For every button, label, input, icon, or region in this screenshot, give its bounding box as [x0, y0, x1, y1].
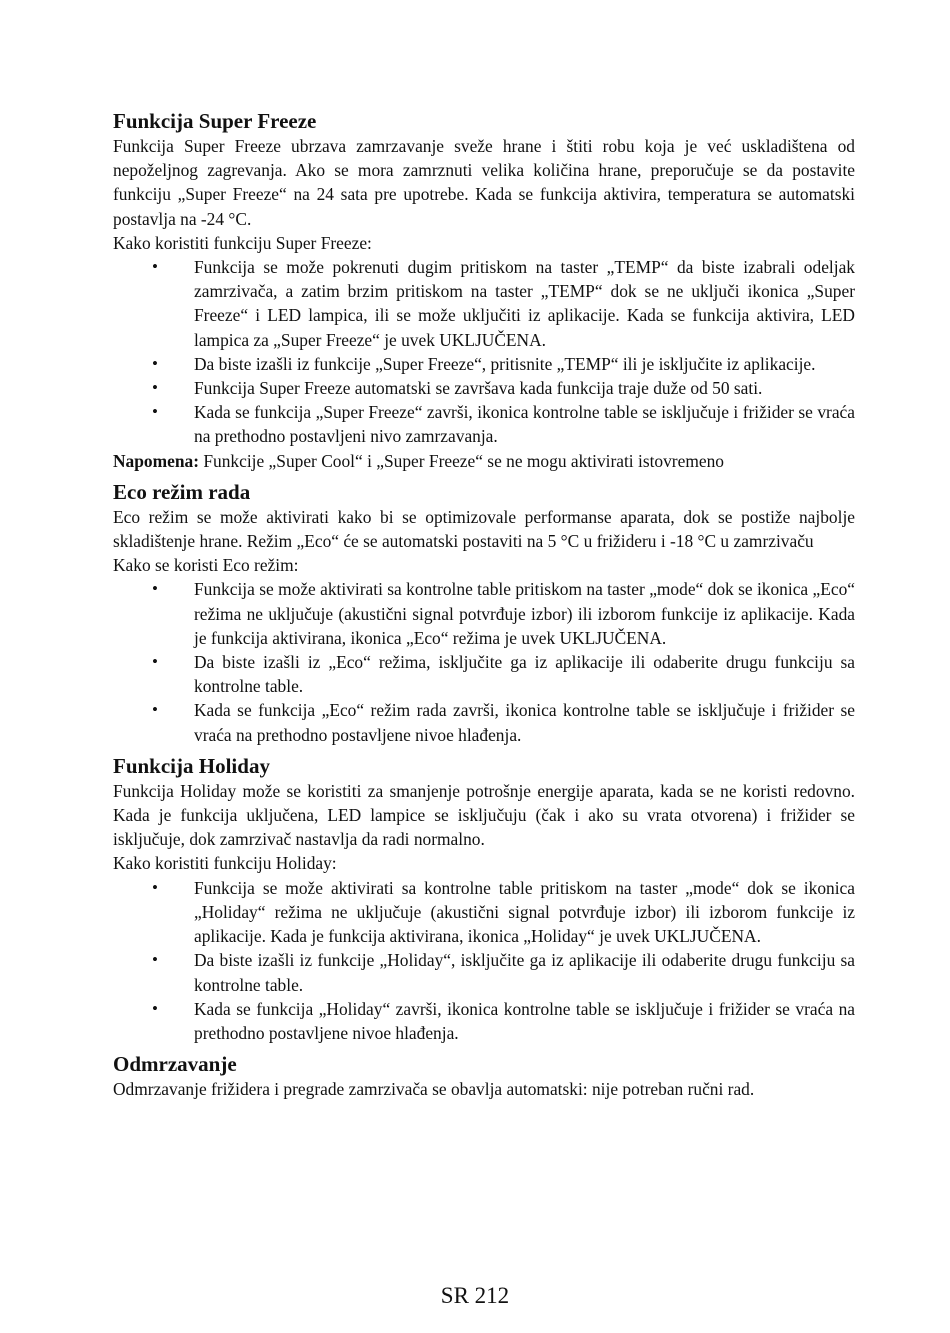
- section-intro: Odmrzavanje frižidera i pregrade zamrzivača se obavlja automatski: nije potreban ručni rad.: [113, 1079, 755, 1100]
- bullet-list: [113, 255, 855, 449]
- list-item: [113, 876, 855, 949]
- bullet-list: [113, 577, 855, 746]
- page-number: SR 212: [440, 1283, 510, 1308]
- note-text: Funkcije „Super Cool“ i „Super Freeze“ se ne mogu aktivirati istovremeno: [199, 450, 724, 471]
- bullet-icon: •: [152, 950, 158, 970]
- list-item: [113, 255, 855, 352]
- list-item: [113, 997, 855, 1045]
- bullet-icon: •: [152, 877, 158, 897]
- bullet-icon: •: [152, 998, 158, 1018]
- list-item-text: Funkcija se može aktivirati sa kontrolne table pritiskom na taster „mode“ dok se ikonica „Holiday“ režima ne uključuje (akustični signal potvrđuje izbor) ili izborom funkcije iz aplikacije. Kada je funkcija aktivirana, ikonica „Holiday“ je uvek UKLJUČENA.: [194, 877, 855, 947]
- note: [113, 449, 855, 473]
- list-item-text: Funkcija se može aktivirati sa kontrolne table pritiskom na taster „mode“ dok se ikonica „Eco“ režima ne uključuje (akustični signal potvrđuje izbor) ili izborom funkcije iz aplikacije. Kada je funkcija aktivirana, ikonica „Eco“ režima je uvek UKLJUČENA.: [194, 579, 855, 648]
- list-item: [113, 577, 855, 650]
- section-title: Funkcija Super Freeze: [113, 109, 317, 133]
- bullet-icon: •: [152, 579, 158, 599]
- list-item-text: Da biste izašli iz funkcije „Super Freeze“, pritisnite „TEMP“ ili je isključite iz aplikacije.: [194, 353, 816, 374]
- list-item-text: Da biste izašli iz „Eco“ režima, isključite ga iz aplikacije ili odaberite drugu funkciju sa kontrolne table.: [194, 652, 855, 697]
- list-item: [113, 352, 855, 376]
- list-item-text: Kada se funkcija „Eco“ režim rada završi, ikonica kontrolne table se isključuje i frižider se vraća na prethodno postavljene nivoe hlađenja.: [194, 700, 855, 745]
- bullet-icon: •: [152, 378, 158, 398]
- howto-line: Kako koristiti funkciju Super Freeze:: [113, 232, 372, 253]
- list-item-text: Funkcija Super Freeze automatski se završava kada funkcija traje duže od 50 sati.: [194, 378, 763, 399]
- howto-line: Kako koristiti funkciju Holiday:: [113, 853, 337, 874]
- bullet-icon: •: [152, 257, 158, 277]
- list-item-text: Kada se funkcija „Super Freeze“ završi, ikonica kontrolne table se isključuje i frižider se vraća na prethodno postavljeni nivo zamrzavanja.: [194, 402, 855, 447]
- list-item-text: Da biste izašli iz funkcije „Holiday“, isključite ga iz aplikacije ili odaberite drugu funkciju sa kontrolne table.: [194, 950, 855, 995]
- bullet-icon: •: [152, 652, 158, 672]
- bullet-icon: •: [152, 402, 158, 422]
- bullet-icon: •: [152, 700, 158, 720]
- bullet-icon: •: [152, 353, 158, 373]
- note-label: Napomena:: [113, 450, 199, 471]
- bullet-list: [113, 876, 855, 1045]
- howto-line: Kako se koristi Eco režim:: [113, 555, 299, 576]
- section-intro: Eco režim se može aktivirati kako bi se optimizovale performanse aparata, dok se postiže najbolje skladištenje hrane. Režim „Eco“ će se automatski postaviti na 5 °C u frižideru i -18 °C u zamrzivaču: [113, 506, 855, 552]
- section-title: Odmrzavanje: [113, 1052, 237, 1077]
- list-item: [113, 400, 855, 448]
- list-item: [113, 698, 855, 746]
- list-item: [113, 376, 855, 400]
- section-eco: [113, 479, 855, 747]
- document-body: [113, 108, 855, 1101]
- list-item-text: Funkcija se može pokrenuti dugim pritiskom na taster „TEMP“ da biste izabrali odeljak zamrzivača, a zatim brzim pritiskom na taster „TEMP“ dok se ne uključi ikonica „Super Freeze“ i LED lampica, ili se može uključiti iz aplikacije. Kada se funkcija aktivira, LED lampica za „Super Freeze“ je uvek UKLJUČENA.: [194, 257, 855, 350]
- section-intro: Funkcija Super Freeze ubrzava zamrzavanje sveže hrane i štiti robu koja je već uskladištena od nepoželjnog zagrevanja. Ako se mora zamrznuti velika količina hrane, preporučuje se da postavite funkciju „Super Freeze“ na 24 sata pre upotrebe. Kada se funkcija aktivira, temperatura se automatski postavlja na -24 °C.: [113, 136, 855, 229]
- section-defrost: [113, 1051, 855, 1101]
- section-super-freeze: [113, 108, 855, 473]
- section-holiday: [113, 753, 855, 1045]
- section-title: Funkcija Holiday: [113, 753, 270, 778]
- list-item: [113, 650, 855, 698]
- list-item-text: Kada se funkcija „Holiday“ završi, ikonica kontrolne table se isključuje i frižider se vraća na prethodno postavljene nivoe hlađenja.: [194, 998, 855, 1043]
- section-title: Eco režim rada: [113, 479, 251, 504]
- section-intro: Funkcija Holiday može se koristiti za smanjenje potrošnje energije aparata, kada se ne koristi redovno. Kada je funkcija uključena, LED lampice se isključuju (čak i ako su vrata otvorena) i frižider se isključuje, dok zamrzivač nastavlja da radi normalno.: [113, 780, 855, 850]
- list-item: [113, 948, 855, 996]
